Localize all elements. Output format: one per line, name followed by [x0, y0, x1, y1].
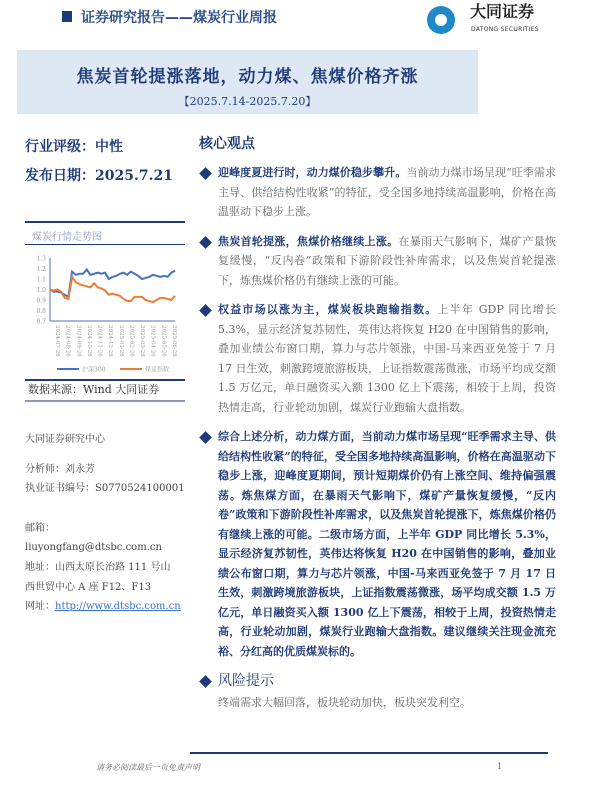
- core-heading: 核心观点: [199, 136, 255, 152]
- x-tick-label: 2024-07-26: [54, 325, 60, 357]
- legend-label: 煤炭指数: [145, 366, 170, 374]
- y-tick-label: 1.0: [36, 287, 46, 294]
- header-title: 证券研究报告——煤炭行业周报: [81, 10, 277, 26]
- footer-divider: [190, 752, 548, 754]
- divider: [25, 400, 185, 402]
- y-tick-label: 0.8: [36, 308, 46, 315]
- x-tick-label: 2025-05-26: [160, 325, 167, 357]
- x-tick-label: 2024-08-26: [64, 325, 71, 357]
- core-point: 焦炭首轮提涨，焦煤价格继续上涨。在暴雨天气影响下，煤矿产量恢复缓慢，“反内卷”政策和下游阶段性补库需求，以及焦炭首轮提涨下，炼焦煤价格仍有继续上涨的可能。: [199, 232, 555, 291]
- divider: [25, 244, 185, 245]
- y-tick-label: 1.1: [36, 276, 46, 284]
- bullet-diamond-icon: [199, 675, 212, 688]
- x-tick-label: 2024-09-26: [75, 325, 82, 357]
- risk-section: [199, 671, 555, 711]
- core-summary-item: [199, 427, 555, 661]
- bullet-diamond-icon: [199, 431, 212, 444]
- website-row: [25, 600, 181, 613]
- core-point: 权益市场以涨为主，煤炭板块跑输指数。上半年 GDP 同比增长 5.3%，显示经济复苏韧性，英伟达将恢复 H20 在中国销售的影响，叠加业绩公布窗口期，算力与芯片领涨，中国-马来西亚免签于 7 月 17 日生效，刺激跨境旅游板块，上证指数震荡微涨，市场平均成交额 1.5 万亿元，单日融资买入额 1300 亿上下震荡，相较于上周，投资热情走高，行业轮动加剧，煤炭行业跑输大盘指数。: [199, 300, 555, 417]
- bullet-diamond-icon: [199, 304, 212, 317]
- x-tick-label: 2025-06-26: [171, 325, 177, 357]
- bullet-diamond-icon: [199, 167, 212, 180]
- divider: [25, 221, 185, 223]
- chart-title: 煤炭行情走势图: [32, 232, 102, 243]
- analyst: 分析师：刘永芳: [25, 464, 95, 475]
- data-source: 数据来源：Wind 大同证券: [28, 383, 160, 396]
- title-box: [17, 50, 478, 114]
- x-tick-label: 2024-10-26: [85, 325, 92, 357]
- logo-subtext: DATONG SECURITIES: [471, 26, 539, 33]
- bullet-diamond-icon: [199, 236, 212, 249]
- page-number: 1: [497, 762, 503, 771]
- license-number: 执业证书编号：S0770524100001: [25, 483, 185, 494]
- address-line-2: 西世贸中心 A 座 F12、F13: [25, 582, 152, 593]
- website-label: 网址：: [25, 601, 55, 612]
- email-label: 邮箱：: [25, 523, 55, 534]
- coal-trend-chart: [25, 250, 185, 378]
- address-line-1: 地址：山西太原长治路 111 号山: [25, 562, 171, 573]
- core-point: 迎峰度夏进行时，动力煤价稳步攀升。当前动力煤市场呈现“旺季需求主导、供给结构性收紧”的特征，受全国多地持续高温影响，价格在高温驱动下稳步上涨。: [199, 163, 555, 222]
- x-tick-label: 2025-04-26: [149, 325, 156, 357]
- legend-label: 沪深300: [82, 366, 106, 374]
- x-tick-label: 2024-12-26: [107, 325, 114, 357]
- website-link[interactable]: http://www.dtsbc.com.cn: [55, 601, 181, 612]
- risk-text: 终端需求大幅回落，板块轮动加快，板块突发利空。: [218, 696, 471, 709]
- research-center: 大同证券研究中心: [25, 434, 105, 445]
- y-tick-label: 0.9: [36, 297, 46, 305]
- divider: [25, 379, 185, 381]
- report-title: 焦炭首轮提涨落地，动力煤、焦煤价格齐涨: [76, 67, 419, 87]
- core-column: [199, 135, 555, 711]
- report-period: 【2025.7.14-2025.7.20】: [178, 95, 317, 108]
- x-tick-label: 2025-01-26: [117, 325, 124, 357]
- logo-text: 大同证券: [470, 2, 535, 21]
- industry-rating: 行业评级：中性: [25, 139, 123, 155]
- y-tick-label: 1.3: [36, 255, 46, 263]
- y-tick-label: 0.7: [36, 318, 46, 326]
- x-tick-label: 2024-11-26: [96, 325, 103, 357]
- header-square-icon: [62, 11, 72, 22]
- y-tick-label: 1.2: [36, 266, 46, 273]
- datong-logo-icon: [422, 3, 460, 37]
- x-tick-label: 2025-02-26: [128, 325, 135, 357]
- email: liuyongfang@dtsbc.com.cn: [25, 542, 162, 553]
- publish-date: 发布日期：2025.7.21: [25, 168, 173, 184]
- risk-heading: 风险提示: [218, 673, 274, 689]
- x-tick-label: 2025-03-26: [139, 325, 146, 357]
- core-summary: 综合上述分析，动力煤方面，当前动力煤市场呈现“旺季需求主导、供给结构性收紧”的特征，受全国多地持续高温影响，价格在高温驱动下稳步上涨，迎峰度夏期间，预计短期煤价仍有上涨空间、维持偏强震荡。炼焦煤方面，在暴雨天气影响下，煤矿产量恢复缓慢，“反内卷”政策和下游阶段性补库需求，以及焦炭首轮提涨下，炼焦煤价格仍有继续上涨的可能。二级市场方面，上半年 GDP 同比增长 5.3%，显示经济复苏韧性，英伟达将恢复 H20 在中国销售的影响，叠加业绩公布窗口期，算力与芯片领涨，中国-马来西亚免签于 7 月 17 日生效，刺激跨境旅游板块，上证指数震荡微涨，场平均成交额 1.5 万亿元，单日融资买入额 1300 亿上下震荡，相较于上周，投资热情走高，行业轮动加剧，煤炭行业跑输大盘指数。建议继续关注现金流充裕、分红高的优质煤炭标的。: [218, 430, 556, 658]
- disclaimer-note: 请务必阅读最后一页免责声明: [96, 763, 200, 772]
